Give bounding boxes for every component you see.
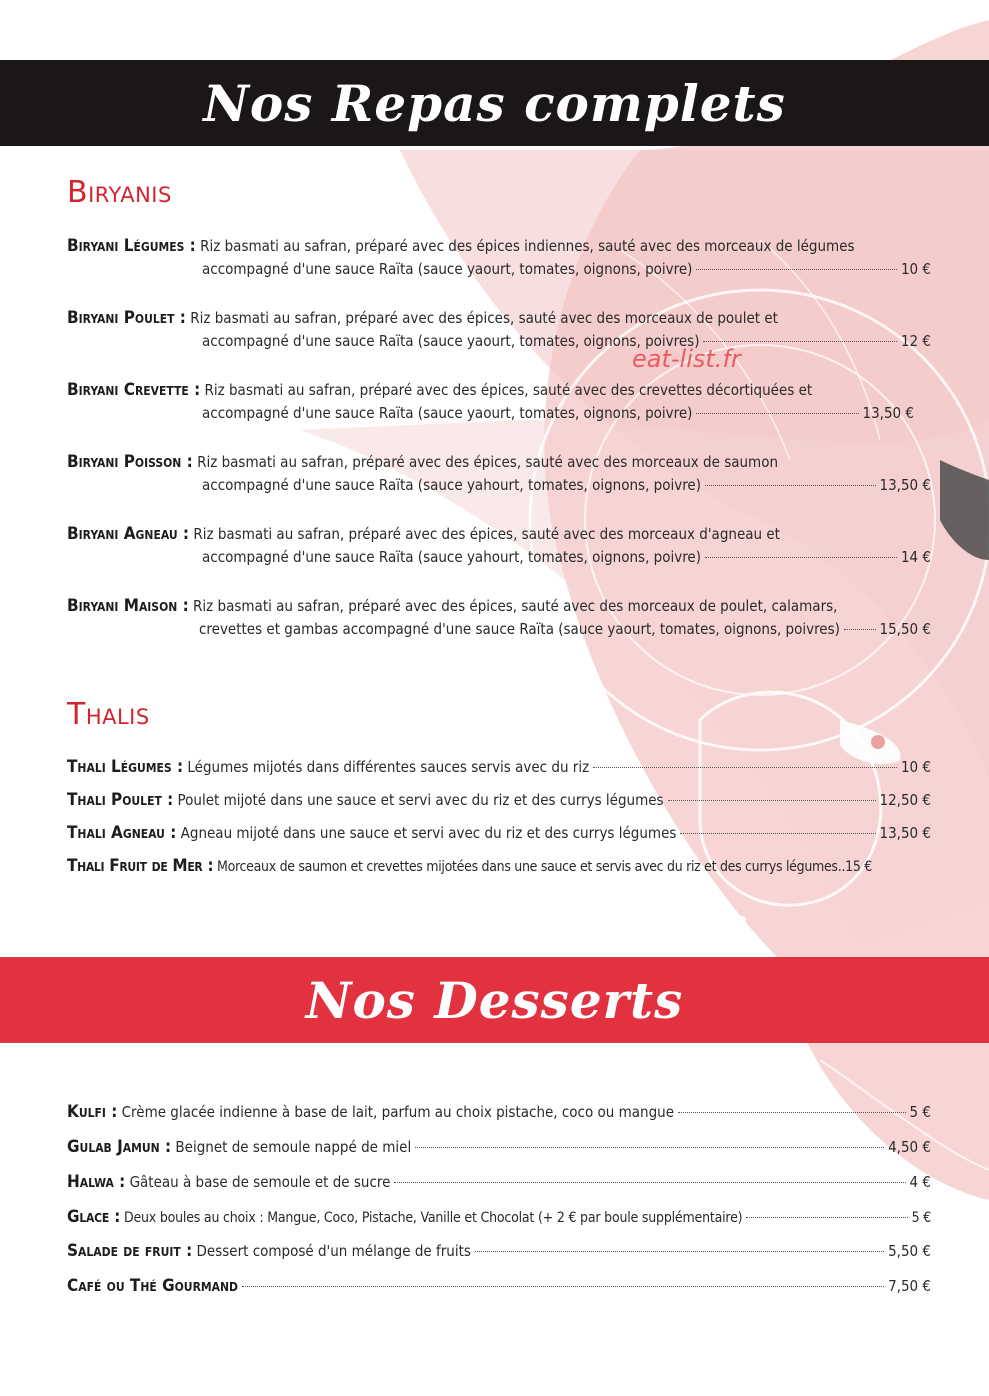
menu-item-biryani-agneau: [67, 523, 931, 569]
page-title: Nos Repas complets: [203, 73, 786, 133]
item-price: 10 €: [900, 758, 931, 776]
item-description: Gâteau à base de semoule et de sucre: [129, 1173, 391, 1191]
item-price: 10 €: [900, 260, 931, 278]
item-name: Biryani Légumes :: [67, 236, 196, 256]
item-price: 7,50 €: [888, 1277, 931, 1295]
item-name: Gulab Jamun :: [67, 1137, 172, 1157]
item-name: Glace :: [67, 1207, 121, 1227]
item-price: 15,50 €: [879, 620, 931, 638]
item-name: Thali Légumes :: [67, 757, 184, 777]
item-name: Biryani Agneau :: [67, 524, 190, 544]
item-name: Salade de fruit :: [67, 1241, 193, 1261]
dot-leader: [242, 1286, 884, 1287]
dot-leader: [680, 833, 875, 834]
item-price: 15 €: [845, 859, 872, 875]
dot-leader: [696, 413, 858, 414]
dot-leader: [678, 1112, 906, 1113]
item-price: 5 €: [911, 1210, 931, 1226]
item-description-continued: accompagné d'une sauce Raïta (sauce yaourt, tomates, oignons, poivre): [202, 260, 693, 278]
item-price: 4,50 €: [888, 1138, 931, 1156]
menu-item-thali-fruit-de-mer: [67, 855, 931, 878]
menu-item-biryani-legumes: [67, 235, 931, 281]
menu-item-biryani-crevette: [67, 379, 931, 425]
menu-item-kulfi: [67, 1101, 931, 1123]
menu-item-thali-agneau: [67, 822, 931, 844]
item-description: Riz basmati au safran, préparé avec des épices, sauté avec des morceaux d'agneau et: [193, 525, 780, 543]
item-description-continued: accompagné d'une sauce Raïta (sauce yaourt, tomates, oignons, poivre): [202, 404, 693, 422]
item-price: 4 €: [909, 1173, 931, 1191]
menu-item-salade-de-fruit: [67, 1240, 931, 1262]
item-description: Riz basmati au safran, préparé avec des épices indiennes, sauté avec des morceaux de légumes: [200, 237, 855, 255]
menu-item-thali-legumes: [67, 756, 931, 778]
item-description: Riz basmati au safran, préparé avec des épices, sauté avec des morceaux de poulet, calamars,: [193, 597, 838, 615]
dot-leader: [394, 1182, 905, 1183]
item-price: 13,50 €: [862, 404, 914, 422]
section-title-biryanis: Biryanis: [67, 175, 172, 210]
item-name: Biryani Crevette :: [67, 380, 201, 400]
item-name: Thali Agneau :: [67, 823, 177, 843]
item-description: Légumes mijotés dans différentes sauces servis avec du riz: [187, 758, 590, 776]
dot-leader: [705, 485, 876, 486]
watermark-text: eat-list.fr: [632, 345, 741, 373]
item-description-continued: accompagné d'une sauce Raïta (sauce yahourt, tomates, oignons, poivre): [202, 548, 701, 566]
dot-leader: [844, 629, 876, 630]
item-description: Morceaux de saumon et crevettes mijotées dans une sauce et servis avec du riz et des currys légumes..: [217, 859, 846, 875]
menu-item-halwa: [67, 1171, 931, 1193]
item-description: Poulet mijoté dans une sauce et servi avec du riz et des currys légumes: [177, 791, 664, 809]
menu-item-gulab-jamun: [67, 1136, 931, 1158]
menu-item-cafe-the-gourmand: [67, 1275, 931, 1297]
dot-leader: [415, 1147, 884, 1148]
dot-leader: [696, 269, 897, 270]
item-name: Biryani Poisson :: [67, 452, 193, 472]
menu-item-biryani-poulet: [67, 307, 931, 353]
item-price: 5 €: [909, 1103, 931, 1121]
item-name: Biryani Maison :: [67, 596, 189, 616]
item-price: 14 €: [900, 548, 931, 566]
menu-item-glace: [67, 1206, 931, 1229]
item-name: Thali Fruit de Mer :: [67, 856, 214, 876]
dot-leader: [703, 341, 896, 342]
item-description-continued: accompagné d'une sauce Raïta (sauce yaourt, tomates, oignons, poivres): [202, 332, 700, 350]
item-name: Kulfi :: [67, 1102, 118, 1122]
item-name: Café ou Thé Gourmand: [67, 1276, 238, 1296]
item-name: Thali Poulet :: [67, 790, 174, 810]
item-price: 13,50 €: [879, 824, 931, 842]
item-description: Deux boules au choix : Mangue, Coco, Pistache, Vanille et Chocolat (+ 2 € par boule supplémentaire): [123, 1210, 743, 1226]
item-price: 5,50 €: [888, 1242, 931, 1260]
desserts-title-banner: [0, 957, 989, 1043]
main-title-banner: [0, 60, 989, 146]
dot-leader: [746, 1217, 907, 1218]
item-price: 12,50 €: [879, 791, 931, 809]
menu-item-thali-poulet: [67, 789, 931, 811]
item-description: Beignet de semoule nappé de miel: [175, 1138, 412, 1156]
item-description: Agneau mijoté dans une sauce et servi avec du riz et des currys légumes: [180, 824, 677, 842]
item-description: Riz basmati au safran, préparé avec des épices, sauté avec des crevettes décortiquées et: [204, 381, 813, 399]
dot-leader: [668, 800, 876, 801]
dot-leader: [705, 557, 897, 558]
item-description: Riz basmati au safran, préparé avec des épices, sauté avec des morceaux de poulet et: [190, 309, 778, 327]
item-description: Crème glacée indienne à base de lait, parfum au choix pistache, coco ou mangue: [121, 1103, 674, 1121]
item-description: Dessert composé d'un mélange de fruits: [196, 1242, 471, 1260]
menu-item-biryani-maison: [67, 595, 931, 641]
item-name: Halwa :: [67, 1172, 126, 1192]
item-description-continued: crevettes et gambas accompagné d'une sauce Raïta (sauce yaourt, tomates, oignons, poivres): [199, 620, 840, 638]
dot-leader: [475, 1251, 884, 1252]
dot-leader: [593, 767, 897, 768]
item-price: 13,50 €: [879, 476, 931, 494]
item-description: Riz basmati au safran, préparé avec des épices, sauté avec des morceaux de saumon: [197, 453, 778, 471]
item-description-continued: accompagné d'une sauce Raïta (sauce yahourt, tomates, oignons, poivre): [202, 476, 701, 494]
item-name: Biryani Poulet :: [67, 308, 186, 328]
menu-item-biryani-poisson: [67, 451, 931, 497]
section-title-thalis: Thalis: [67, 697, 150, 732]
desserts-title: Nos Desserts: [305, 970, 684, 1030]
item-price: 12 €: [900, 332, 931, 350]
